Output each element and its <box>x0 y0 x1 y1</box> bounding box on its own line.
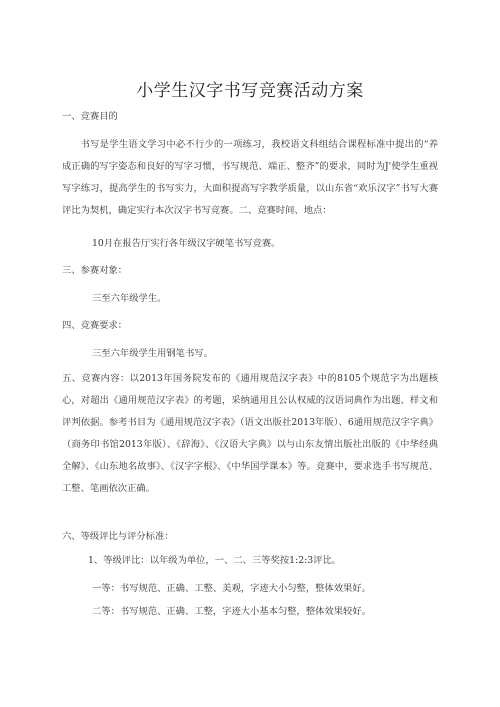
section-heading-requirements: 四、竞赛要求： <box>62 320 128 331</box>
section-heading-grading: 六、等级评比与评分标准： <box>62 531 174 542</box>
document-title: 小学生汉字书写竞赛活动方案 <box>136 81 364 101</box>
paragraph-requirements: 三至六年级学生用钢笔书写。 <box>92 348 213 359</box>
paragraph-time-place: 10月在报告厅实行各年级汉字硬笔书写竞赛。 <box>92 238 281 249</box>
section-heading-purpose: 一、竞赛目的 <box>62 111 118 122</box>
paragraph-participants: 三至六年级学生。 <box>92 293 167 304</box>
grading-first-prize: 一等：书写规范、正确、工整、美观，字迹大小匀整，整体效果好。 <box>92 583 371 594</box>
paragraph-content: 五、竞赛内容：以2013年国务院发布的《通用规范汉字表》中的8105个规范字为出题核心，对超出《通用规范汉字表》的考题，采纳通用且公认权威的汉语词典作为出题、样文和评判依据。参考书目为《通用规范汉字表》（语文出版社2013年版）、6通用规范汉字字典》（商务印书馆2013年版）、《辞海》、《汉语大字典》以与山东友情出版社出版的《中华经典全解》、《山东地名故事》、《汉字字根》、《中华国学课本》等。竞赛中，要求选手书写规范、工整、笔画依次正确。 <box>62 373 438 494</box>
grading-item-1: 1、等级评比：以年级为单位，一、二、三等奖按1:2:3评比。 <box>88 555 342 566</box>
paragraph-purpose: 书写是学生语文学习中必不行少的一项练习，我校语文科组结合课程标准中提出的“养成正确的写字姿态和良好的写字习惯，书写规范、端正、整齐”的要求，同时为J'使学生重视写字练习，提高学生的书写实力，大面积提高写字教学质量，以山东省“欢乐汉字”书写大赛评比为契机，确定实行本次汉字书写竞赛。二、竞赛时间、地点： <box>62 139 438 216</box>
grading-second-prize: 二等：书写规范、正确、工整，字迹大小基本匀整，整体效果较好。 <box>92 606 371 617</box>
section-heading-participants: 三、参赛对象： <box>62 265 128 276</box>
